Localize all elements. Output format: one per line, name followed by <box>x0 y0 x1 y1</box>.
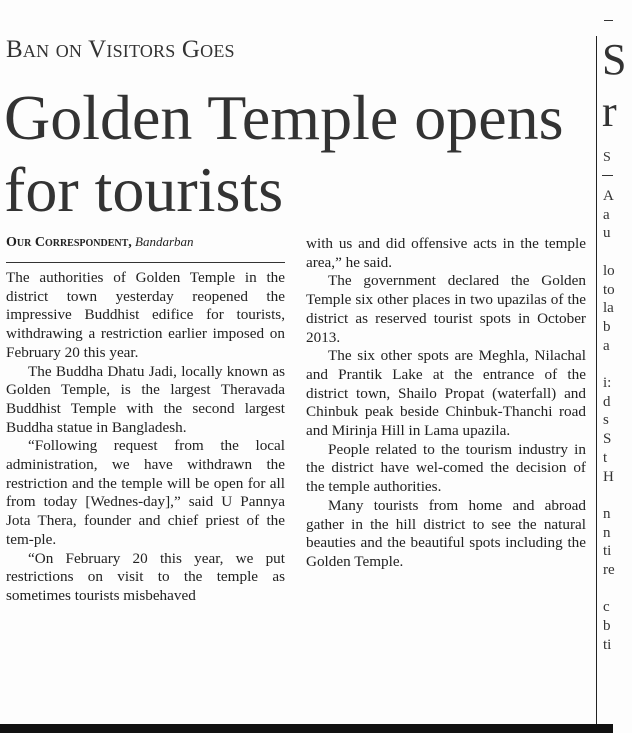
article-kicker: Ban on Visitors Goes <box>6 36 235 63</box>
adjacent-text-fragments <box>603 187 615 655</box>
adjacent-text-line <box>603 243 615 262</box>
adjacent-text-line: b <box>603 618 611 635</box>
adjacent-byline-fragment: S <box>603 150 611 165</box>
adjacent-text-line: la <box>603 300 614 317</box>
adjacent-text-line: a <box>603 337 610 354</box>
adjacent-text-line: s <box>603 412 609 429</box>
adjacent-text-line: d <box>603 393 611 410</box>
paragraph: The six other spots are Meghla, Nilachal and Prantik Lake at the entrance of the district town, Shailo Propat (waterfall) and Chinbuk peak beside Chinbuk-Thanchi road and Mirinja Hill in Lama upazila. <box>306 347 586 440</box>
paragraph: People related to the tourism industry in the district have wel-comed the decision of the temple authorities. <box>306 440 586 496</box>
paragraph: Many tourists from home and abroad gather in the hill district to see the natural beauties and the beautiful spots including the Golden Temple. <box>306 496 586 570</box>
paragraph: The Buddha Dhatu Jadi, locally known as Golden Temple, is the largest Theravada Buddhist Temple with the second largest Buddha statue in Bangladesh. <box>6 362 285 436</box>
article-column-2 <box>306 235 586 572</box>
adjacent-text-line: ti <box>603 636 612 653</box>
adjacent-text-line: i: <box>603 375 612 392</box>
adjacent-text-line: n <box>603 524 611 541</box>
byline-rule <box>6 262 285 263</box>
article-column-1 <box>6 269 285 606</box>
adjacent-text-line: S <box>603 431 612 448</box>
adjacent-text-line <box>603 580 615 599</box>
adjacent-text-line: A <box>603 188 614 204</box>
adjacent-text-line <box>603 486 615 505</box>
adjacent-text-line: H <box>603 468 614 485</box>
paragraph: The authorities of Golden Temple in the district town yesterday reopened the impressive Buddhist edifice for tourists, withdrawing a restriction earlier imposed on February 20 this year. <box>6 269 285 361</box>
byline-place: Bandarban <box>135 234 194 249</box>
adjacent-text-line: ti <box>603 543 612 560</box>
paragraph: “Following request from the local administration, we have withdrawn the restriction and the temple will be open for all from today [Wednes-day],” said U Pannya Jota Thera, founder and chief priest of the tem-ple. <box>6 437 285 548</box>
adjacent-text-line <box>603 355 615 374</box>
adjacent-text-line: b <box>603 318 611 335</box>
adjacent-text-line: re <box>603 562 615 579</box>
adjacent-text-line: a <box>603 206 610 223</box>
page-bottom-edge <box>0 724 613 733</box>
adjacent-text-line: lo <box>603 262 615 279</box>
adjacent-text-line: n <box>603 505 611 522</box>
byline <box>6 234 194 251</box>
paragraph: The government declared the Golden Temple six other places in two upazilas of the district as reserved tourist spots in October 2013. <box>306 272 586 346</box>
adjacent-text-line: to <box>603 281 615 298</box>
adjacent-byline-rule <box>602 175 613 176</box>
paragraph: “On February 20 this year, we put restrictions on visit to the temple as sometimes tourists misbehaved <box>6 549 285 604</box>
adjacent-article-fragment <box>602 0 632 733</box>
adjacent-text-line: t <box>603 449 608 466</box>
article-headline: Golden Temple opens for tourists <box>4 82 564 225</box>
column-divider <box>596 36 597 726</box>
paragraph: with us and did offensive acts in the temple area,” he said. <box>306 235 586 271</box>
adjacent-text-line: c <box>603 599 610 616</box>
adjacent-headline-fragment: S r <box>602 35 627 136</box>
byline-name: Our Correspondent, <box>6 235 132 250</box>
adjacent-text-line: u <box>603 225 611 242</box>
